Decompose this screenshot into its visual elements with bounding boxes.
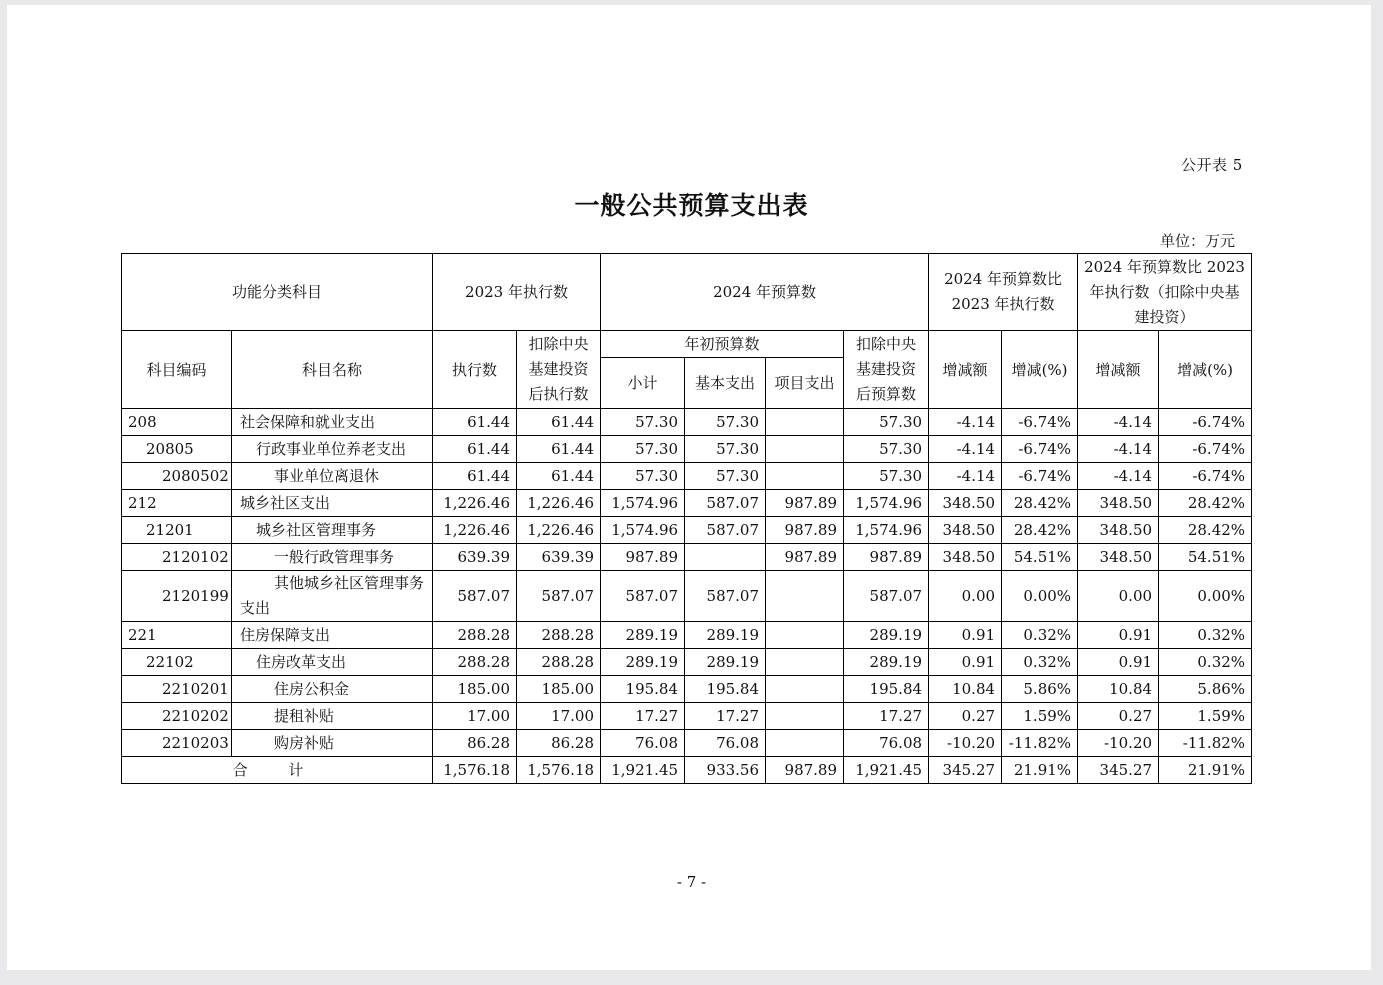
cell-basic <box>685 544 766 571</box>
cell-project: 987.89 <box>766 490 844 517</box>
cell-name: 一般行政管理事务 <box>232 544 433 571</box>
cell-project <box>766 463 844 490</box>
cell-exec: 639.39 <box>433 544 517 571</box>
total-exec-ex: 1,576.18 <box>517 757 601 784</box>
table-row <box>122 571 1252 622</box>
cell-inc-amt: 348.50 <box>929 517 1002 544</box>
cell-exec-ex: 61.44 <box>517 409 601 436</box>
cell-inc-pct2: 0.00% <box>1159 571 1252 622</box>
cell-budget-ex: 57.30 <box>844 436 929 463</box>
table-row <box>122 463 1252 490</box>
header-cmp-exec: 2024 年预算数比 2023 年执行数 <box>929 254 1078 331</box>
header-subtotal: 小计 <box>601 358 685 409</box>
cell-inc-amt2: 348.50 <box>1078 544 1159 571</box>
total-basic: 933.56 <box>685 757 766 784</box>
cell-code: 208 <box>122 409 232 436</box>
page-title: 一般公共预算支出表 <box>574 191 809 220</box>
cell-name: 其他城乡社区管理事务支出 <box>232 571 433 622</box>
cell-inc-pct: 0.32% <box>1002 622 1078 649</box>
cell-code: 2210203 <box>122 730 232 757</box>
cell-subtotal: 289.19 <box>601 649 685 676</box>
page-tag: 公开表 5 <box>1181 156 1243 174</box>
cell-inc-pct: 1.59% <box>1002 703 1078 730</box>
cell-inc-amt: -4.14 <box>929 409 1002 436</box>
cell-inc-amt2: 0.91 <box>1078 622 1159 649</box>
table-row <box>122 676 1252 703</box>
cell-inc-pct: -6.74% <box>1002 409 1078 436</box>
cell-basic: 587.07 <box>685 571 766 622</box>
cell-inc-pct2: -6.74% <box>1159 436 1252 463</box>
cell-basic: 57.30 <box>685 463 766 490</box>
cell-inc-amt2: 0.27 <box>1078 703 1159 730</box>
table-row <box>122 544 1252 571</box>
cell-inc-pct2: -11.82% <box>1159 730 1252 757</box>
cell-inc-amt2: -10.20 <box>1078 730 1159 757</box>
cell-exec-ex: 185.00 <box>517 676 601 703</box>
cell-name: 行政事业单位养老支出 <box>232 436 433 463</box>
cell-project <box>766 703 844 730</box>
cell-inc-pct: 0.00% <box>1002 571 1078 622</box>
cell-subtotal: 57.30 <box>601 409 685 436</box>
cell-code: 2120102 <box>122 544 232 571</box>
cell-project: 987.89 <box>766 544 844 571</box>
cell-inc-pct2: 1.59% <box>1159 703 1252 730</box>
cell-project <box>766 676 844 703</box>
cell-inc-amt: 10.84 <box>929 676 1002 703</box>
total-inc-pct: 21.91% <box>1002 757 1078 784</box>
cell-budget-ex: 57.30 <box>844 409 929 436</box>
cell-inc-amt2: 10.84 <box>1078 676 1159 703</box>
cell-subtotal: 1,574.96 <box>601 517 685 544</box>
table-row <box>122 622 1252 649</box>
cell-inc-amt: 348.50 <box>929 490 1002 517</box>
total-exec: 1,576.18 <box>433 757 517 784</box>
cell-exec-ex: 587.07 <box>517 571 601 622</box>
cell-inc-pct: 28.42% <box>1002 490 1078 517</box>
cell-project <box>766 649 844 676</box>
cell-subtotal: 57.30 <box>601 463 685 490</box>
cell-budget-ex: 57.30 <box>844 463 929 490</box>
cell-exec: 288.28 <box>433 622 517 649</box>
cell-inc-pct2: 5.86% <box>1159 676 1252 703</box>
cell-budget-ex: 587.07 <box>844 571 929 622</box>
cell-budget-ex: 1,574.96 <box>844 517 929 544</box>
cell-exec: 61.44 <box>433 463 517 490</box>
cell-inc-pct2: -6.74% <box>1159 463 1252 490</box>
cell-inc-pct: 5.86% <box>1002 676 1078 703</box>
cell-inc-amt: 0.91 <box>929 622 1002 649</box>
cell-code: 2080502 <box>122 463 232 490</box>
cell-exec: 86.28 <box>433 730 517 757</box>
cell-inc-amt: -4.14 <box>929 463 1002 490</box>
cell-subtotal: 195.84 <box>601 676 685 703</box>
cell-inc-amt2: -4.14 <box>1078 436 1159 463</box>
cell-exec: 185.00 <box>433 676 517 703</box>
total-budget-ex: 1,921.45 <box>844 757 929 784</box>
cell-code: 2210202 <box>122 703 232 730</box>
cell-basic: 195.84 <box>685 676 766 703</box>
cell-inc-amt: 0.00 <box>929 571 1002 622</box>
cell-exec: 288.28 <box>433 649 517 676</box>
table-row <box>122 436 1252 463</box>
header-basic: 基本支出 <box>685 358 766 409</box>
cell-code: 221 <box>122 622 232 649</box>
total-label: 合 计 <box>122 757 433 784</box>
cell-inc-pct2: 0.32% <box>1159 622 1252 649</box>
table-row <box>122 490 1252 517</box>
cell-budget-ex: 195.84 <box>844 676 929 703</box>
cell-exec-ex: 288.28 <box>517 622 601 649</box>
cell-basic: 76.08 <box>685 730 766 757</box>
cell-basic: 289.19 <box>685 649 766 676</box>
cell-exec-ex: 1,226.46 <box>517 490 601 517</box>
cell-inc-amt: 0.27 <box>929 703 1002 730</box>
header-project: 项目支出 <box>766 358 844 409</box>
cell-budget-ex: 1,574.96 <box>844 490 929 517</box>
budget-table <box>121 253 1252 784</box>
cell-subtotal: 1,574.96 <box>601 490 685 517</box>
cell-inc-amt: -10.20 <box>929 730 1002 757</box>
cell-exec: 61.44 <box>433 436 517 463</box>
cell-name: 提租补贴 <box>232 703 433 730</box>
cell-budget-ex: 76.08 <box>844 730 929 757</box>
cell-inc-pct: 0.32% <box>1002 649 1078 676</box>
cell-subtotal: 17.27 <box>601 703 685 730</box>
cell-inc-pct2: 28.42% <box>1159 517 1252 544</box>
cell-project <box>766 409 844 436</box>
header-name: 科目名称 <box>232 331 433 409</box>
header-inc-amt2: 增减额 <box>1078 331 1159 409</box>
cell-exec-ex: 288.28 <box>517 649 601 676</box>
total-inc-amt2: 345.27 <box>1078 757 1159 784</box>
cell-name: 住房保障支出 <box>232 622 433 649</box>
table-row <box>122 517 1252 544</box>
cell-exec-ex: 1,226.46 <box>517 517 601 544</box>
header-exec-ex: 扣除中央基建投资后执行数 <box>517 331 601 409</box>
header-cmp-exec-ex: 2024 年预算数比 2023 年执行数（扣除中央基建投资） <box>1078 254 1252 331</box>
cell-exec-ex: 86.28 <box>517 730 601 757</box>
cell-code: 20805 <box>122 436 232 463</box>
cell-code: 2120199 <box>122 571 232 622</box>
cell-project <box>766 436 844 463</box>
cell-basic: 57.30 <box>685 409 766 436</box>
header-inc-pct2: 增减(%) <box>1159 331 1252 409</box>
cell-exec-ex: 61.44 <box>517 436 601 463</box>
cell-basic: 587.07 <box>685 517 766 544</box>
cell-exec: 1,226.46 <box>433 490 517 517</box>
cell-name: 社会保障和就业支出 <box>232 409 433 436</box>
cell-name: 城乡社区管理事务 <box>232 517 433 544</box>
cell-project <box>766 571 844 622</box>
cell-inc-amt: 0.91 <box>929 649 1002 676</box>
header-budget-2024: 2024 年预算数 <box>601 254 929 331</box>
cell-code: 22102 <box>122 649 232 676</box>
cell-exec-ex: 61.44 <box>517 463 601 490</box>
cell-inc-amt2: 0.91 <box>1078 649 1159 676</box>
table-row <box>122 703 1252 730</box>
cell-subtotal: 76.08 <box>601 730 685 757</box>
cell-name: 住房公积金 <box>232 676 433 703</box>
cell-inc-pct: 54.51% <box>1002 544 1078 571</box>
cell-code: 2210201 <box>122 676 232 703</box>
cell-inc-pct: -6.74% <box>1002 436 1078 463</box>
header-func-cat: 功能分类科目 <box>122 254 433 331</box>
cell-name: 事业单位离退休 <box>232 463 433 490</box>
cell-exec: 17.00 <box>433 703 517 730</box>
header-code: 科目编码 <box>122 331 232 409</box>
cell-inc-amt2: -4.14 <box>1078 463 1159 490</box>
header-budget-ex: 扣除中央基建投资后预算数 <box>844 331 929 409</box>
header-exec: 执行数 <box>433 331 517 409</box>
cell-inc-pct2: 0.32% <box>1159 649 1252 676</box>
header-inc-amt: 增减额 <box>929 331 1002 409</box>
cell-exec-ex: 639.39 <box>517 544 601 571</box>
cell-code: 21201 <box>122 517 232 544</box>
cell-inc-amt2: 0.00 <box>1078 571 1159 622</box>
table-row <box>122 409 1252 436</box>
cell-name: 购房补贴 <box>232 730 433 757</box>
cell-exec: 61.44 <box>433 409 517 436</box>
cell-inc-amt: -4.14 <box>929 436 1002 463</box>
cell-basic: 289.19 <box>685 622 766 649</box>
cell-exec: 1,226.46 <box>433 517 517 544</box>
cell-budget-ex: 289.19 <box>844 649 929 676</box>
cell-exec-ex: 17.00 <box>517 703 601 730</box>
header-inc-pct: 增减(%) <box>1002 331 1078 409</box>
table-row <box>122 730 1252 757</box>
cell-project <box>766 730 844 757</box>
cell-inc-pct2: 28.42% <box>1159 490 1252 517</box>
cell-budget-ex: 987.89 <box>844 544 929 571</box>
cell-inc-pct: -6.74% <box>1002 463 1078 490</box>
total-row <box>122 757 1252 784</box>
cell-code: 212 <box>122 490 232 517</box>
cell-inc-amt2: 348.50 <box>1078 517 1159 544</box>
total-project: 987.89 <box>766 757 844 784</box>
header-initial: 年初预算数 <box>601 331 844 358</box>
cell-subtotal: 587.07 <box>601 571 685 622</box>
page-number: - 7 - <box>676 873 707 891</box>
cell-basic: 587.07 <box>685 490 766 517</box>
cell-project <box>766 622 844 649</box>
cell-name: 住房改革支出 <box>232 649 433 676</box>
cell-inc-pct2: -6.74% <box>1159 409 1252 436</box>
cell-budget-ex: 289.19 <box>844 622 929 649</box>
cell-subtotal: 57.30 <box>601 436 685 463</box>
cell-basic: 57.30 <box>685 436 766 463</box>
cell-inc-amt2: -4.14 <box>1078 409 1159 436</box>
cell-inc-pct: -11.82% <box>1002 730 1078 757</box>
cell-inc-pct2: 54.51% <box>1159 544 1252 571</box>
cell-budget-ex: 17.27 <box>844 703 929 730</box>
cell-inc-amt2: 348.50 <box>1078 490 1159 517</box>
cell-subtotal: 289.19 <box>601 622 685 649</box>
total-subtotal: 1,921.45 <box>601 757 685 784</box>
table-row <box>122 649 1252 676</box>
cell-inc-pct: 28.42% <box>1002 517 1078 544</box>
cell-name: 城乡社区支出 <box>232 490 433 517</box>
total-inc-pct2: 21.91% <box>1159 757 1252 784</box>
cell-exec: 587.07 <box>433 571 517 622</box>
cell-inc-amt: 348.50 <box>929 544 1002 571</box>
cell-project: 987.89 <box>766 517 844 544</box>
unit-label: 单位：万元 <box>1160 232 1236 250</box>
total-inc-amt: 345.27 <box>929 757 1002 784</box>
cell-subtotal: 987.89 <box>601 544 685 571</box>
cell-basic: 17.27 <box>685 703 766 730</box>
header-exec-2023: 2023 年执行数 <box>433 254 601 331</box>
